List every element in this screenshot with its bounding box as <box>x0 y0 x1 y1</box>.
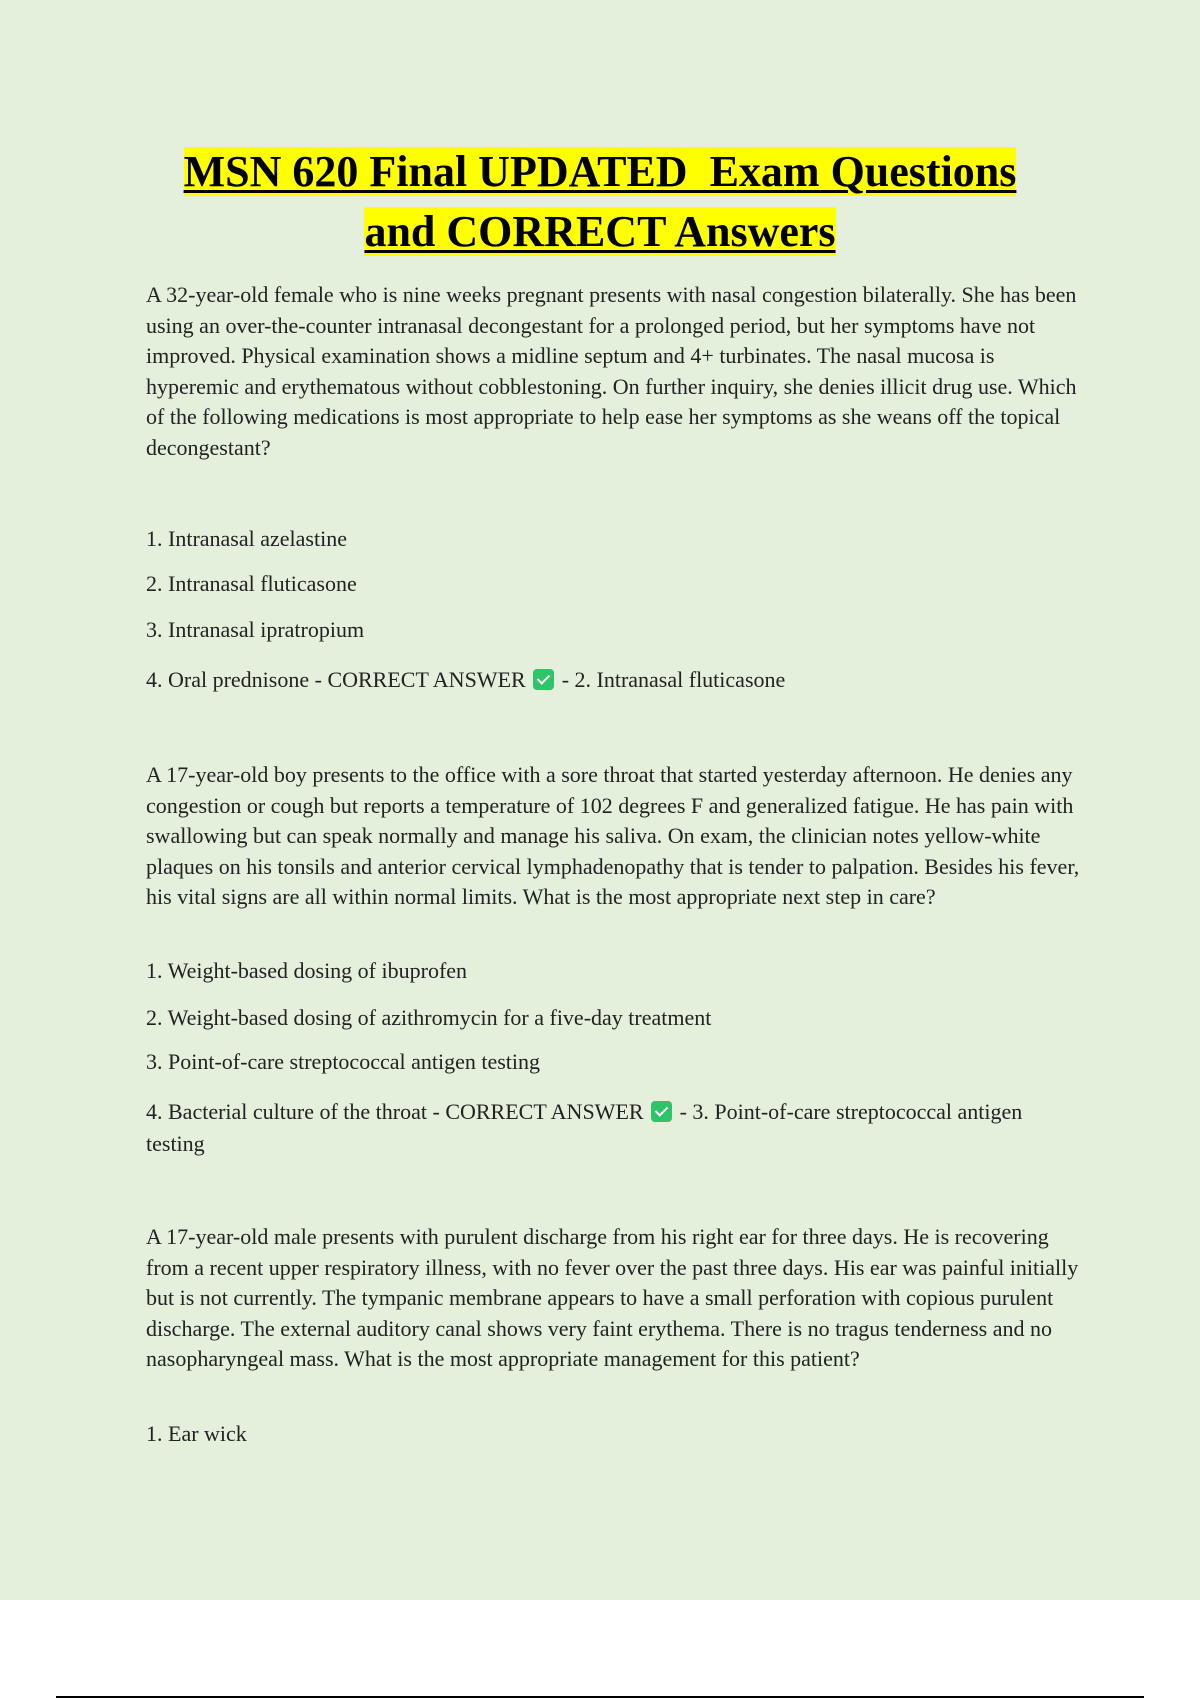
question-1-option-4 <box>146 664 1086 696</box>
question-1-option-1: 1. Intranasal azelastine <box>146 526 347 551</box>
document-title <box>100 142 1100 262</box>
question-2-stem: A 17-year-old boy presents to the office with a sore throat that started yesterday afternoon. He denies any congestion or cough but reports a temperature of 102 degrees F and generalized fatigue. He has pain with swallowing but can speak normally and manage his saliva. On exam, the clinician notes yellow-white plaques on his tonsils and anterior cervical lymphadenopathy that is tender to palpation. Besides his fever, his vital signs are all within normal limits. What is the most appropriate next step in care? <box>146 762 1080 909</box>
title-line-2: and CORRECT Answers <box>364 207 836 256</box>
check-mark-icon <box>533 669 554 690</box>
question-1-option-4-text: 4. Oral prednisone - CORRECT ANSWER <box>146 667 526 692</box>
question-2-option-2: 2. Weight-based dosing of azithromycin for a five-day treatment <box>146 1005 712 1030</box>
question-2-option-1: 1. Weight-based dosing of ibuprofen <box>146 958 468 983</box>
question-1-stem: A 32-year-old female who is nine weeks pregnant presents with nasal congestion bilaterally. She has been using an over-the-counter intranasal decongestant for a prolonged period, but her symptoms have not improved. Physical examination shows a midline septum and 4+ turbinates. The nasal mucosa is hyperemic and erythematous without cobblestoning. On further inquiry, she denies illicit drug use. Which of the following medications is most appropriate to help ease her symptoms as she weans off the topical decongestant? <box>146 282 1077 460</box>
question-3-option-1: 1. Ear wick <box>146 1421 247 1446</box>
check-mark-icon <box>651 1101 672 1122</box>
question-1-option-2: 2. Intranasal fluticasone <box>146 571 357 596</box>
question-1-option-3: 3. Intranasal ipratropium <box>146 617 365 642</box>
question-2-option-3: 3. Point-of-care streptococcal antigen testing <box>146 1049 541 1074</box>
question-3-stem: A 17-year-old male presents with purulent discharge from his right ear for three days. He is recovering from a recent upper respiratory illness, with no fever over the past three days. His ear was painful initially but is not currently. The tympanic membrane appears to have a small perforation with copious purulent discharge. The external auditory canal shows very faint erythema. There is no tragus tenderness and no nasopharyngeal mass. What is the most appropriate management for this patient? <box>146 1224 1079 1371</box>
question-1-answer: - 2. Intranasal fluticasone <box>561 667 786 692</box>
title-line-1: MSN 620 Final UPDATED Exam Questions <box>183 147 1017 196</box>
question-2-option-4 <box>146 1096 1086 1160</box>
question-2-answer: - 3. Point-of-care streptococcal antigen testing <box>146 1099 1023 1156</box>
footer-divider <box>56 1696 1144 1698</box>
question-2-option-4-text: 4. Bacterial culture of the throat - CORRECT ANSWER <box>146 1099 644 1124</box>
page-footer-area <box>0 1600 1200 1700</box>
